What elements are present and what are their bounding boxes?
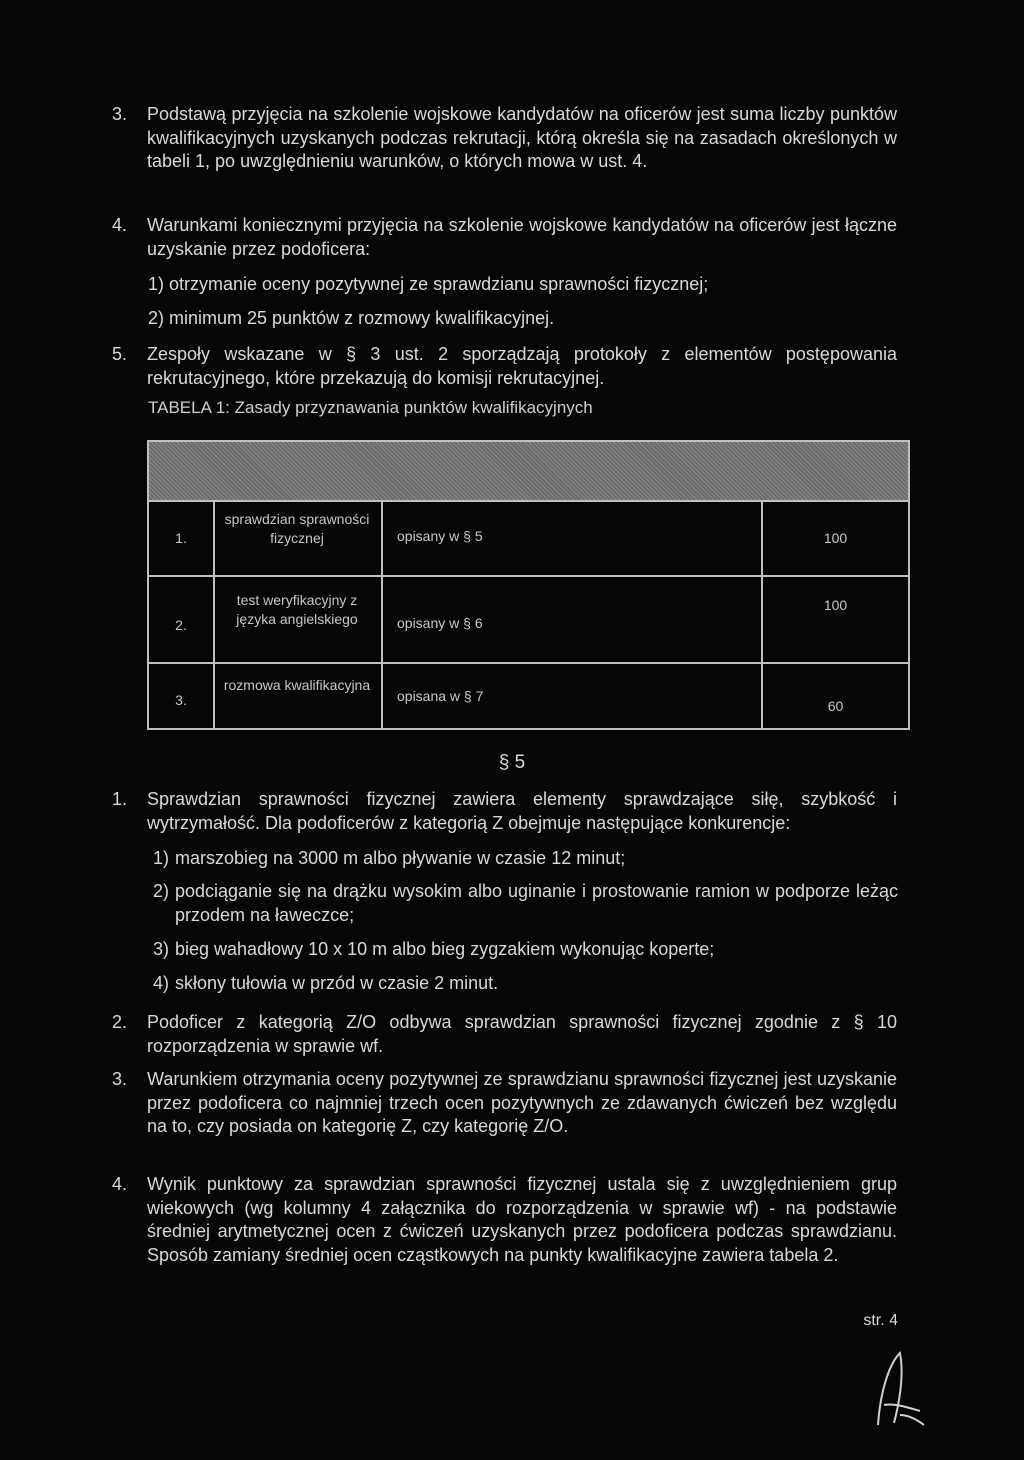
row-number: 1. (175, 530, 187, 546)
paragraph-text: Sprawdzian sprawności fizycznej zawiera elementy sprawdzające siłę, szybkość i wytrzymałość. Dla podoficerów z kategorią Z obejmuje następujące konkurencje: (147, 789, 897, 833)
exercise-number: 2) (153, 881, 170, 901)
table-row (149, 664, 908, 728)
paragraph-number: 3. (112, 1069, 128, 1089)
row-points: 100 (823, 597, 848, 613)
paragraph-text: Warunkami koniecznymi przyjęcia na szkolenie wojskowe kandydatów na oficerów jest łączne uzyskanie przez podoficera: (147, 215, 897, 259)
column-divider (761, 500, 763, 728)
exercise-text: marszobieg na 3000 m albo pływanie w czasie 12 minut; (175, 848, 626, 868)
paragraph-text: Zespoły wskazane w § 3 ust. 2 sporządzają protokoły z elementów postępowania rekrutacyjnego, które przekazują do komisji rekrutacyjnej. (147, 344, 897, 388)
table-header (149, 442, 908, 502)
row-description: opisany w § 6 (397, 615, 483, 631)
row-element: rozmowa kwalifikacyjna (223, 677, 371, 693)
paragraph-number: 4. (112, 1174, 128, 1194)
paragraph-text: Podoficer z kategorią Z/O odbywa sprawdzian sprawności fizycznej zgodnie z § 10 rozporządzenia w sprawie wf. (147, 1012, 897, 1056)
paragraph-number: 3. (112, 104, 128, 124)
signature-icon (870, 1345, 930, 1435)
exercise-number: 3) (153, 939, 170, 959)
section-paragraph-1 (112, 788, 897, 835)
section-paragraph-4 (112, 1173, 897, 1267)
section-paragraph-3 (112, 1068, 897, 1139)
paragraph-4 (112, 214, 897, 261)
exercise-item (153, 880, 898, 927)
paragraph-number: 5. (112, 344, 128, 364)
table-caption: TABELA 1: Zasady przyznawania punktów kwalifikacyjnych (148, 398, 593, 417)
paragraph-text: Wynik punktowy za sprawdzian sprawności fizycznej ustala się z uwzględnieniem grup wiekowych (wg kolumny 4 załącznika do rozporządzenia w sprawie wf) - na podstawie średniej arytmetycznej ocen z ćwiczeń uzyskanych przez podoficera podczas sprawdzianu. Sposób zamiany średniej ocen cząstkowych na punkty kwalifikacyjne zawiera tabela 2. (147, 1174, 897, 1265)
paragraph-number: 2. (112, 1012, 128, 1032)
table-row (149, 500, 908, 577)
exercise-item (153, 972, 898, 996)
page-number: str. 4 (863, 1312, 898, 1329)
exercise-number: 4) (153, 973, 170, 993)
paragraph-number: 4. (112, 215, 128, 235)
exercise-text: skłony tułowia w przód w czasie 2 minut. (175, 973, 499, 993)
table-row (149, 577, 908, 664)
column-divider (213, 500, 215, 728)
exercise-item (153, 847, 898, 871)
exercise-number: 1) (153, 848, 170, 868)
exercise-text: podciąganie się na drążku wysokim albo uginanie i prostowanie ramion w podporze leżąc przodem na ławeczce; (175, 881, 898, 925)
condition-1: 1) otrzymanie oceny pozytywnej ze sprawdzianu sprawności fizycznej; (148, 274, 709, 294)
paragraph-text: Warunkiem otrzymania oceny pozytywnej ze sprawdzianu sprawności fizycznej jest uzyskanie przez podoficera co najmniej trzech ocen pozytywnych ze zdawanych ćwiczeń bez względu na to, czy posiada on kategorię Z, czy kategorię Z/O. (147, 1069, 897, 1136)
row-number: 3. (175, 692, 187, 708)
row-element: test weryfikacyjny z języka angielskiego (236, 592, 358, 627)
row-element: sprawdzian sprawności fizycznej (224, 511, 370, 546)
section-title: § 5 (498, 752, 526, 773)
column-divider (381, 500, 383, 728)
paragraph-3 (112, 103, 897, 174)
paragraph-number: 1. (112, 789, 128, 809)
points-table (147, 440, 910, 730)
row-description: opisana w § 7 (397, 688, 484, 704)
exercise-item (153, 938, 898, 962)
row-description: opisany w § 5 (397, 528, 483, 544)
paragraph-text: Podstawą przyjęcia na szkolenie wojskowe kandydatów na oficerów jest suma liczby punktów kwalifikacyjnych uzyskanych podczas rekrutacji, którą określa się na zasadach określonych w tabeli 1, po uwzględnieniu warunków, o których mowa w ust. 4. (147, 104, 897, 171)
row-points: 60 (827, 698, 844, 714)
row-points: 100 (823, 530, 848, 546)
condition-2: 2) minimum 25 punktów z rozmowy kwalifikacyjnej. (148, 308, 555, 328)
section-paragraph-2 (112, 1011, 897, 1058)
exercise-text: bieg wahadłowy 10 x 10 m albo bieg zygzakiem wykonując koperte; (175, 939, 715, 959)
row-number: 2. (175, 617, 187, 633)
paragraph-5 (112, 343, 897, 390)
